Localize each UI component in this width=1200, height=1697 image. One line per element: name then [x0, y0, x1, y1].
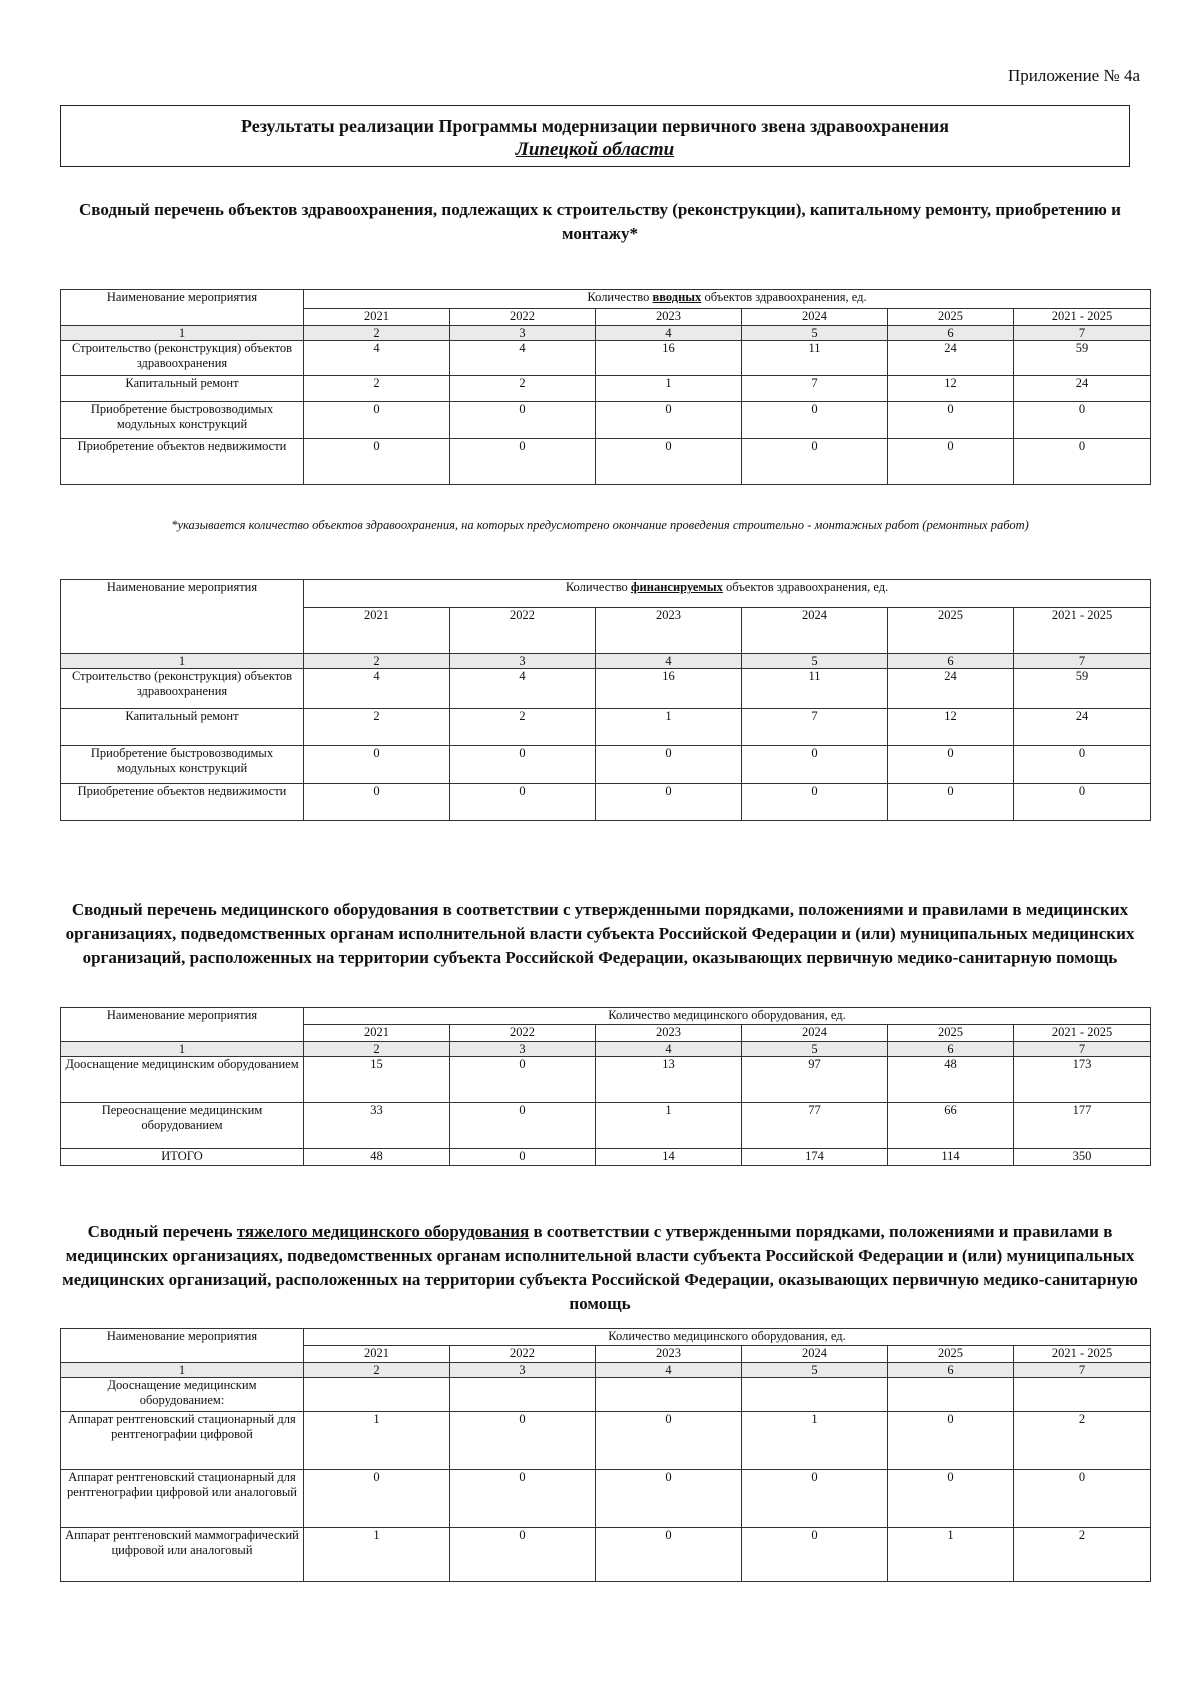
value-cell: 1	[742, 1412, 888, 1470]
year-2023: 2023	[596, 309, 742, 326]
value-cell: 114	[888, 1149, 1014, 1166]
year-2021: 2021	[304, 1025, 450, 1042]
value-cell: 0	[596, 784, 742, 821]
value-cell: 0	[888, 439, 1014, 485]
year-2024: 2024	[742, 1346, 888, 1363]
value-cell: 0	[304, 402, 450, 439]
row-name: Переоснащение медицинским оборудованием	[61, 1103, 304, 1149]
value-cell: 12	[888, 709, 1014, 746]
index-cell: 4	[596, 1042, 742, 1057]
empty-cell	[304, 1378, 450, 1412]
index-row	[61, 1042, 1151, 1057]
index-cell: 1	[61, 1363, 304, 1378]
value-cell: 4	[450, 341, 596, 376]
section4-heading-pre: Сводный перечень	[87, 1222, 237, 1241]
table-row	[61, 402, 1151, 439]
value-cell: 0	[450, 746, 596, 784]
value-cell: 4	[450, 669, 596, 709]
index-cell: 4	[596, 654, 742, 669]
document-title: Результаты реализации Программы модернизации первичного звена здравоохранения	[240, 116, 950, 136]
value-cell: 350	[1014, 1149, 1151, 1166]
value-cell: 48	[888, 1057, 1014, 1103]
year-2025: 2025	[888, 1346, 1014, 1363]
table-medical-equipment	[60, 1007, 1151, 1166]
quantity-header: Количество медицинского оборудования, ед.	[304, 1329, 1151, 1346]
value-cell: 0	[304, 746, 450, 784]
value-cell: 0	[304, 784, 450, 821]
appendix-label: Приложение № 4а	[1007, 66, 1140, 85]
row-name: Капитальный ремонт	[61, 709, 304, 746]
index-cell: 1	[61, 326, 304, 341]
quantity-header-post: объектов здравоохранения, ед.	[701, 290, 867, 304]
index-cell: 3	[450, 326, 596, 341]
table-row	[61, 709, 1151, 746]
col-name-header: Наименование мероприятия	[61, 1008, 304, 1042]
section1-heading: Сводный перечень объектов здравоохранения, подлежащих к строительству (реконструкции), капитальному ремонту, приобретению и монтажу*	[79, 200, 1121, 243]
col-name-header: Наименование мероприятия	[61, 290, 304, 326]
table-row	[61, 1470, 1151, 1528]
row-name: ИТОГО	[61, 1149, 304, 1166]
quantity-header-em: вводных	[652, 290, 702, 304]
index-cell: 3	[450, 1042, 596, 1057]
value-cell: 0	[742, 402, 888, 439]
value-cell: 0	[888, 1412, 1014, 1470]
value-cell: 177	[1014, 1103, 1151, 1149]
quantity-header-em: финансируемых	[630, 580, 723, 594]
year-total: 2021 - 2025	[1014, 1346, 1151, 1363]
value-cell: 0	[1014, 402, 1151, 439]
row-name: Аппарат рентгеновский стационарный для рентгенографии цифровой или аналоговый	[61, 1470, 304, 1528]
value-cell: 14	[596, 1149, 742, 1166]
table-commissioned-objects	[60, 289, 1151, 485]
empty-cell	[1014, 1378, 1151, 1412]
row-name: Капитальный ремонт	[61, 376, 304, 402]
value-cell: 0	[596, 746, 742, 784]
table-row	[61, 746, 1151, 784]
value-cell: 1	[888, 1528, 1014, 1582]
row-name: Приобретение объектов недвижимости	[61, 784, 304, 821]
value-cell: 0	[1014, 746, 1151, 784]
index-cell: 7	[1014, 654, 1151, 669]
year-2022: 2022	[450, 1346, 596, 1363]
year-2025: 2025	[888, 608, 1014, 654]
index-cell: 5	[742, 1363, 888, 1378]
value-cell: 4	[304, 341, 450, 376]
value-cell: 1	[596, 376, 742, 402]
index-cell: 5	[742, 1042, 888, 1057]
quantity-header-pre: Количество	[565, 580, 631, 594]
value-cell: 16	[596, 669, 742, 709]
year-2025: 2025	[888, 309, 1014, 326]
year-total: 2021 - 2025	[1014, 1025, 1151, 1042]
year-2022: 2022	[450, 1025, 596, 1042]
value-cell: 2	[304, 376, 450, 402]
year-2023: 2023	[596, 1025, 742, 1042]
index-cell: 2	[304, 1363, 450, 1378]
table-row	[61, 1412, 1151, 1470]
footnote: *указывается количество объектов здравоохранения, на которых предусмотрено окончание проведения строительно - монтажных работ (ремонтных работ)	[171, 518, 1029, 532]
index-cell: 6	[888, 326, 1014, 341]
value-cell: 0	[742, 746, 888, 784]
index-row	[61, 654, 1151, 669]
value-cell: 24	[1014, 376, 1151, 402]
row-name: Приобретение быстровозводимых модульных конструкций	[61, 402, 304, 439]
value-cell: 0	[450, 1149, 596, 1166]
index-cell: 5	[742, 326, 888, 341]
value-cell: 11	[742, 669, 888, 709]
value-cell: 0	[596, 439, 742, 485]
year-total: 2021 - 2025	[1014, 309, 1151, 326]
index-cell: 3	[450, 654, 596, 669]
value-cell: 0	[596, 402, 742, 439]
table-row	[61, 439, 1151, 485]
index-cell: 4	[596, 326, 742, 341]
value-cell: 24	[1014, 709, 1151, 746]
section3-heading: Сводный перечень медицинского оборудования в соответствии с утвержденными порядками, положениями и правилами в медицинских организациях, подведомственных органам исполнительной власти субъекта Российской Федерации и (или) муниципальных медицинских организаций, расположенных на территории субъекта Российской Федерации, оказывающих первичную медико-санитарную помощь	[65, 900, 1135, 967]
value-cell: 2	[304, 709, 450, 746]
value-cell: 0	[450, 1528, 596, 1582]
value-cell: 0	[742, 784, 888, 821]
value-cell: 0	[450, 1470, 596, 1528]
index-cell: 2	[304, 654, 450, 669]
value-cell: 1	[596, 1103, 742, 1149]
quantity-header: Количество медицинского оборудования, ед.	[304, 1008, 1151, 1025]
year-2023: 2023	[596, 1346, 742, 1363]
col-name-header: Наименование мероприятия	[61, 580, 304, 654]
table-row	[61, 1528, 1151, 1582]
table-heavy-equipment	[60, 1328, 1151, 1582]
year-2021: 2021	[304, 608, 450, 654]
value-cell: 0	[888, 784, 1014, 821]
year-2024: 2024	[742, 309, 888, 326]
index-cell: 6	[888, 1363, 1014, 1378]
value-cell: 33	[304, 1103, 450, 1149]
row-name: Приобретение объектов недвижимости	[61, 439, 304, 485]
value-cell: 0	[450, 402, 596, 439]
value-cell: 2	[450, 709, 596, 746]
year-2024: 2024	[742, 608, 888, 654]
group-label: Дооснащение медицинским оборудованием:	[61, 1378, 304, 1412]
value-cell: 13	[596, 1057, 742, 1103]
value-cell: 0	[1014, 784, 1151, 821]
value-cell: 2	[1014, 1412, 1151, 1470]
col-name-header: Наименование мероприятия	[61, 1329, 304, 1363]
year-2023: 2023	[596, 608, 742, 654]
region-name: Липецкой области	[515, 139, 675, 160]
index-cell: 3	[450, 1363, 596, 1378]
value-cell: 7	[742, 376, 888, 402]
index-cell: 2	[304, 326, 450, 341]
value-cell: 59	[1014, 341, 1151, 376]
index-row	[61, 326, 1151, 341]
value-cell: 0	[304, 439, 450, 485]
total-row	[61, 1149, 1151, 1166]
table-row	[61, 376, 1151, 402]
value-cell: 0	[742, 1470, 888, 1528]
quantity-header-pre: Количество	[587, 290, 653, 304]
value-cell: 16	[596, 341, 742, 376]
value-cell: 11	[742, 341, 888, 376]
table-financed-objects	[60, 579, 1151, 821]
year-2021: 2021	[304, 1346, 450, 1363]
year-2022: 2022	[450, 608, 596, 654]
year-2021: 2021	[304, 309, 450, 326]
index-cell: 2	[304, 1042, 450, 1057]
value-cell: 0	[450, 439, 596, 485]
index-cell: 6	[888, 1042, 1014, 1057]
year-2024: 2024	[742, 1025, 888, 1042]
index-cell: 6	[888, 654, 1014, 669]
value-cell: 1	[304, 1528, 450, 1582]
value-cell: 48	[304, 1149, 450, 1166]
value-cell: 173	[1014, 1057, 1151, 1103]
quantity-header-post: объектов здравоохранения, ед.	[722, 580, 889, 594]
row-name: Дооснащение медицинским оборудованием	[61, 1057, 304, 1103]
quantity-header	[304, 290, 1151, 309]
value-cell: 4	[304, 669, 450, 709]
value-cell: 0	[596, 1470, 742, 1528]
empty-cell	[888, 1378, 1014, 1412]
year-2025: 2025	[888, 1025, 1014, 1042]
table-row	[61, 341, 1151, 376]
row-name: Строительство (реконструкция) объектов здравоохранения	[61, 669, 304, 709]
index-cell: 7	[1014, 1363, 1151, 1378]
value-cell: 0	[450, 784, 596, 821]
table-row	[61, 784, 1151, 821]
row-name: Аппарат рентгеновский маммографический цифровой или аналоговый	[61, 1528, 304, 1582]
value-cell: 0	[742, 1528, 888, 1582]
value-cell: 24	[888, 669, 1014, 709]
value-cell: 0	[888, 1470, 1014, 1528]
value-cell: 0	[596, 1412, 742, 1470]
year-total: 2021 - 2025	[1014, 608, 1151, 654]
value-cell: 0	[1014, 1470, 1151, 1528]
value-cell: 0	[888, 402, 1014, 439]
value-cell: 66	[888, 1103, 1014, 1149]
table-row	[61, 669, 1151, 709]
empty-cell	[450, 1378, 596, 1412]
index-cell: 7	[1014, 326, 1151, 341]
value-cell: 0	[450, 1103, 596, 1149]
row-name: Строительство (реконструкция) объектов здравоохранения	[61, 341, 304, 376]
value-cell: 7	[742, 709, 888, 746]
empty-cell	[742, 1378, 888, 1412]
index-cell: 7	[1014, 1042, 1151, 1057]
value-cell: 0	[742, 439, 888, 485]
value-cell: 77	[742, 1103, 888, 1149]
value-cell: 0	[1014, 439, 1151, 485]
value-cell: 1	[304, 1412, 450, 1470]
value-cell: 2	[450, 376, 596, 402]
value-cell: 97	[742, 1057, 888, 1103]
title-box	[60, 105, 1130, 167]
value-cell: 0	[596, 1528, 742, 1582]
index-cell: 5	[742, 654, 888, 669]
section4-heading	[60, 1220, 1140, 1316]
section4-heading-post: в соответствии с утвержденными порядками, положениями и правилами в медицинских организациях, подведомственных органам исполнительной власти субъекта Российской Федерации и (или) муниципальных медицинских организаций, расположенных на территории субъекта Российской Федерации, оказывающих первичную медико-санитарную помощь	[62, 1222, 1138, 1313]
value-cell: 24	[888, 341, 1014, 376]
value-cell: 0	[888, 746, 1014, 784]
index-cell: 1	[61, 654, 304, 669]
index-cell: 4	[596, 1363, 742, 1378]
value-cell: 1	[596, 709, 742, 746]
value-cell: 0	[450, 1057, 596, 1103]
value-cell: 174	[742, 1149, 888, 1166]
year-2022: 2022	[450, 309, 596, 326]
group-row	[61, 1378, 1151, 1412]
section4-heading-em: тяжелого медицинского оборудования	[236, 1222, 530, 1241]
value-cell: 15	[304, 1057, 450, 1103]
quantity-header	[304, 580, 1151, 608]
value-cell: 2	[1014, 1528, 1151, 1582]
value-cell: 0	[450, 1412, 596, 1470]
index-row	[61, 1363, 1151, 1378]
value-cell: 12	[888, 376, 1014, 402]
table-row	[61, 1057, 1151, 1103]
value-cell: 0	[304, 1470, 450, 1528]
index-cell: 1	[61, 1042, 304, 1057]
row-name: Аппарат рентгеновский стационарный для рентгенографии цифровой	[61, 1412, 304, 1470]
empty-cell	[596, 1378, 742, 1412]
row-name: Приобретение быстровозводимых модульных конструкций	[61, 746, 304, 784]
value-cell: 59	[1014, 669, 1151, 709]
table-row	[61, 1103, 1151, 1149]
